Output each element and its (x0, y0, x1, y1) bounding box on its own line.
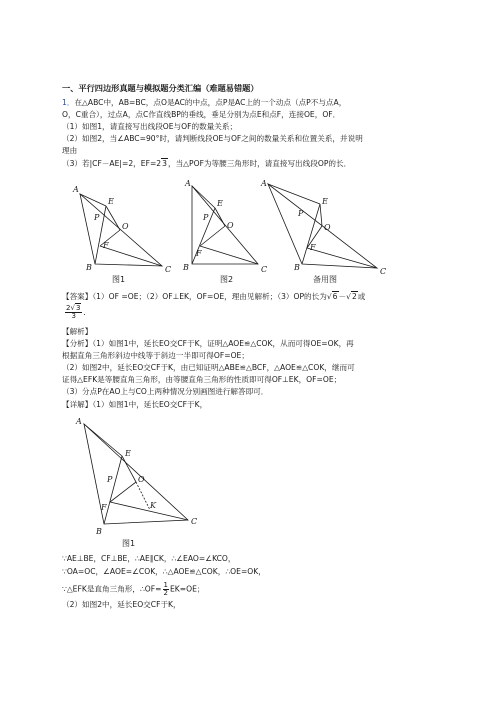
fig3-label-f: F (310, 243, 316, 252)
fig2-line-eo (215, 208, 225, 226)
fig1-caption: 图1 (112, 275, 126, 284)
fig2-label-b: B (183, 263, 189, 272)
detail-figure-1 (70, 412, 210, 550)
question-3-post: ，当△POF为等腰三角形时，请直接写出线段OP的长． (167, 159, 352, 168)
question-2b: 理由 (62, 146, 78, 155)
analysis-p1b: 根据直角三角形斜边中线等于斜边一半即可得OF=OE； (62, 351, 249, 360)
fig1-label-c: C (165, 265, 172, 274)
detail-step-1: ∵AE⊥BE，CF⊥BE，∴AE∥CK，∴∠EAO=∠KCO， (62, 554, 236, 563)
fig1-label-e: E (108, 197, 114, 206)
fig3-label-p: P (298, 209, 304, 218)
fig1-label-o: O (122, 222, 129, 231)
question-3-root: 3 (162, 159, 167, 168)
fig2-label-e: E (217, 199, 223, 208)
analysis-jiexi-label: 【解析】 (62, 327, 93, 336)
fig1-line-ae (80, 194, 106, 206)
detail-step-3: ∵△EFK是直角三角形，∴OF= $\frac{1}{2}$ EK=OE； (62, 581, 205, 597)
problem-stem-2: O，C重合），过点A，点C作直线BP的垂线，垂足分别为点E和点F，连接OE，OF． (62, 110, 341, 119)
answer-or: 或 (357, 292, 366, 301)
detail-line-eo (122, 456, 136, 482)
fig2-triangle-abc (192, 186, 258, 264)
fig1-line-fc (100, 246, 162, 266)
fig3-line-be (302, 204, 320, 264)
detail-label-b: B (96, 527, 102, 536)
question-1: （1）如图1，请直接写出线段OE与OF的数量关系； (62, 122, 238, 131)
figure-2 (182, 179, 267, 284)
problem-stem-line-1 (62, 98, 346, 108)
problem-number: 1． (62, 98, 75, 107)
answer-fraction: $\frac{2√3}{3}$ (66, 304, 81, 320)
detail-label-f: F (101, 503, 107, 512)
section-title: 一、平行四边形真题与模拟题分类汇编（难题易错题） (62, 83, 259, 93)
fig1-line-eo (106, 206, 120, 230)
detail-label-p: P (107, 475, 113, 484)
detail-triangle-abc (84, 424, 188, 524)
problem-figures (70, 176, 440, 288)
detail-label-a: A (76, 417, 82, 426)
figure-3 (260, 179, 386, 284)
answer-label: 【答案】 (62, 292, 93, 301)
fig3-label-o: O (324, 223, 331, 232)
fig3-caption: 备用图 (313, 275, 337, 284)
fig2-line-fc (200, 246, 258, 264)
answer-minus: － (338, 292, 347, 301)
analysis-p2b: 证得△EFK是等腰直角三角形，由等腰直角三角形的性质即可得OF⊥EK，OF=OE； (62, 375, 342, 384)
fig2-label-o: O (227, 221, 234, 230)
fig2-line-ae (192, 186, 215, 208)
fig3-label-e: E (322, 197, 328, 206)
fig3-line-eo (320, 204, 322, 226)
fig1-label-b: B (86, 263, 92, 272)
fig2-caption: 图2 (220, 275, 234, 284)
fig2-label-a: A (185, 179, 191, 188)
answer-fraction-line (64, 305, 91, 320)
analysis-p1a: 【分析】（1）如图1中，延长EO交CF于K，证明△AOE≌△COK，从而可得OE=OK，再 (62, 339, 354, 348)
question-3 (62, 159, 351, 169)
analysis-fenxi-label: 【分析】 (62, 339, 93, 348)
detail-fig-caption: 图1 (122, 539, 136, 548)
question-2a: （2）如图2，当∠ABC=90°时，请判断线段OE与OF之间的数量关系和位置关系，并说明 (62, 134, 363, 143)
fig3-line-ae (268, 184, 320, 204)
fig2-label-f: F (196, 249, 202, 258)
fig1-label-a: A (73, 185, 79, 194)
detail-label-c: C (191, 517, 198, 526)
fig1-triangle-abc (80, 194, 162, 266)
detail-line-fo (110, 482, 136, 502)
analysis-p3: （3）分点P在AO上与CO上两种情况分别画图进行解答即可． (62, 387, 269, 396)
detail-label: 【详解】 (62, 400, 93, 409)
fig3-label-a: A (261, 179, 267, 188)
detail-step-2: ∵OA=OC，∠AOE=∠COK，∴△AOE≌△COK，∴OE=OK， (62, 567, 266, 576)
detail-label-e: E (125, 449, 131, 458)
figure-1 (72, 185, 171, 284)
question-3-pre: （3）若|CF－AE|=2，EF=2 (62, 159, 162, 168)
fig1-label-p: P (94, 213, 100, 222)
detail-line-be (104, 456, 122, 524)
fig2-label-c: C (261, 265, 268, 274)
answer-line: 【答案】（1）OF =OE；（2）OF⊥EK，OF=OE，理由见解析；（3）OP的长为√6－√2或 (62, 292, 366, 301)
problem-stem-1: 在△ABC中，AB=BC，点O是AC的中点，点P是AC上的一个动点（点P不与点A， (74, 98, 347, 107)
answer-period: ． (83, 307, 91, 317)
detail-line-fc (110, 502, 188, 520)
detail-label-o: O (138, 475, 145, 484)
answer-root-2: 2 (351, 292, 357, 301)
detail-fraction-half: $\frac{1}{2}$ (163, 581, 168, 597)
answer-root-6: 6 (332, 292, 338, 301)
detail-label-k: K (150, 501, 156, 510)
detail-line-ok (136, 482, 150, 510)
detail-line-1: 【详解】（1）如图1中，延长EO交CF于K， (62, 400, 208, 409)
fig3-label-c: C (380, 267, 387, 276)
fig1-label-f: F (103, 241, 109, 250)
fig3-label-b: B (294, 263, 300, 272)
detail-step-4: （2）如图2中，延长EO交CF于K， (62, 600, 181, 609)
fig2-label-p: P (203, 213, 209, 222)
answer-text: （1）OF =OE；（2）OF⊥EK，OF=OE，理由见解析；（3）OP的长为 (92, 292, 327, 301)
analysis-p2a: （2）如图2中，延长EO交CF于K，由已知证明△ABE≌△BCF，△AOE≌△COK，继而可 (62, 363, 355, 372)
